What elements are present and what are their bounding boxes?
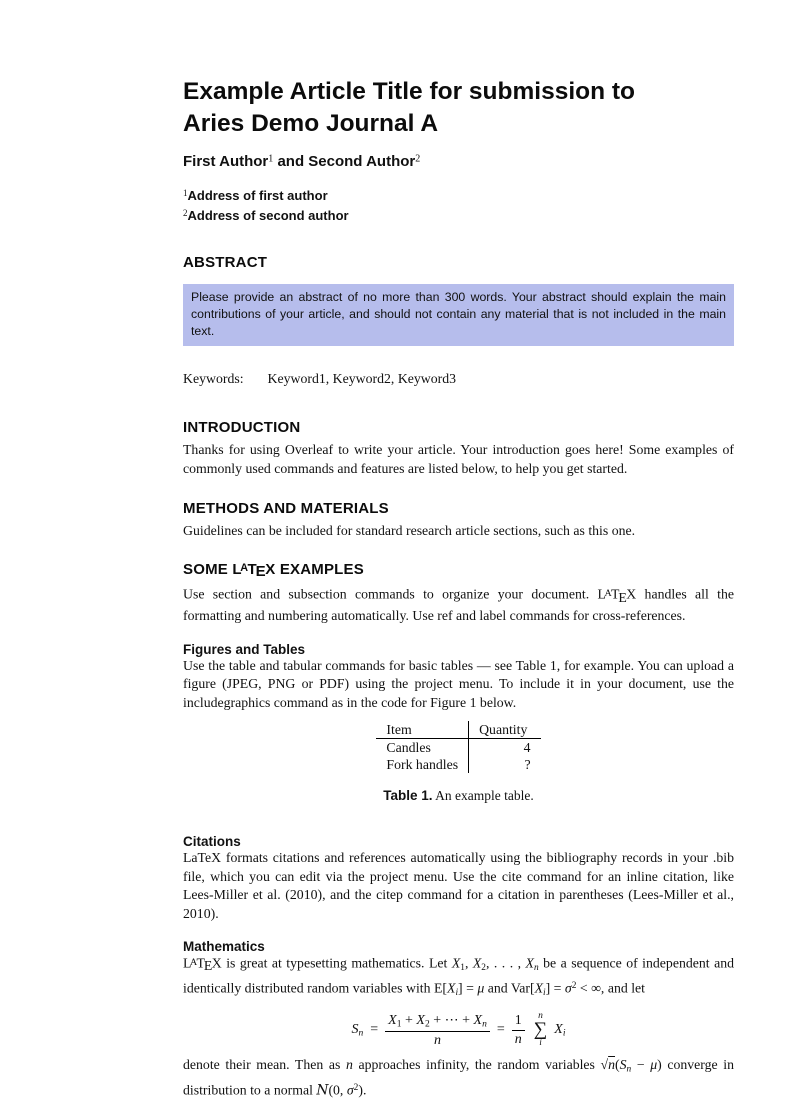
paragraph-figures-tables: Use the table and tabular commands for basic tables — see Table 1, for example. You can upload a figure (JPEG, PNG or PDF) using the project menu. To include it in your document, use the includegraphics command as in the code for Figure 1 below.: [183, 657, 734, 710]
summation: [534, 1012, 548, 1049]
subsection-heading-mathematics: Mathematics: [183, 939, 265, 955]
fraction-sum-over-n: [385, 1012, 490, 1048]
equals-sign: =: [496, 1022, 505, 1038]
table-caption-text: An example table.: [435, 788, 534, 804]
fraction-denominator: n: [434, 1032, 441, 1048]
table-cell-item: Candles: [386, 739, 431, 755]
fraction-denominator: n: [514, 1031, 522, 1047]
section-heading-introduction: INTRODUCTION: [183, 419, 301, 437]
fraction-numerator: 1: [512, 1013, 525, 1031]
author-name: Second Author: [308, 153, 416, 170]
section-heading-latex-examples: SOME LATEX EXAMPLES: [183, 560, 364, 581]
summation-upper-limit: n: [538, 1010, 543, 1021]
keywords-label: Keywords:: [183, 371, 244, 387]
paragraph-citations: LaTeX formats citations and references automatically using the bibliography records in your .bib file, which you can edit via the project menu. Use the cite command for an inline citation, like Lees-Miller et al. (2010), and the citep command for a citation in parentheses (Lees-Miller et al., 2010).: [183, 850, 734, 921]
section-heading-abstract: ABSTRACT: [183, 254, 268, 272]
table-caption: [183, 788, 734, 804]
address-line: [183, 205, 734, 225]
addresses-block: [183, 185, 734, 224]
table-cell-item: Fork handles: [386, 756, 459, 772]
table-caption-label: Table 1.: [383, 788, 433, 804]
paragraph-methods: Guidelines can be included for standard research article sections, such as this one.: [183, 523, 636, 539]
subsection-heading-citations: Citations: [183, 834, 241, 850]
equation: [183, 1012, 734, 1049]
keywords-line: [183, 371, 734, 387]
table-header-quantity: Quantity: [469, 721, 541, 739]
table-cell-quantity: ?: [469, 756, 541, 773]
table-header-row: [376, 721, 540, 739]
equals-sign: =: [370, 1022, 379, 1038]
article-title: [183, 76, 734, 140]
keywords-values: Keyword1, Keyword2, Keyword3: [267, 371, 457, 387]
section-heading-methods: METHODS AND MATERIALS: [183, 500, 389, 518]
author-affiliation-sup: 2: [415, 153, 421, 165]
sigma-symbol: ∑: [533, 1019, 548, 1041]
equation-lhs: Sn: [351, 1022, 364, 1039]
address-text: Address of first author: [187, 188, 328, 204]
paragraph-mathematics: LATEX is great at typesetting mathematics. Let X1, X2, . . . , Xn be a sequence of independent and identically distributed random variables with E[Xi] = μ and $Var[Xi] = \sigma^2$ < ∞, and let: [183, 955, 734, 999]
example-table: [376, 721, 540, 773]
address-line: [183, 185, 734, 205]
table-row: [376, 756, 540, 773]
equation-rhs: Xi: [554, 1022, 566, 1039]
table-row: [376, 739, 540, 757]
authors-separator: and: [273, 153, 309, 170]
fraction-one-over-n: [512, 1013, 525, 1048]
article-title-line2: Aries Demo Journal A: [183, 110, 439, 137]
summation-lower-limit: i: [539, 1038, 542, 1049]
subsection-heading-figures-tables: Figures and Tables: [183, 641, 306, 657]
table-cell-quantity: 4: [469, 739, 541, 757]
author-affiliation-sup: 1: [268, 153, 274, 165]
abstract-box: [183, 284, 734, 346]
paragraph-introduction: Thanks for using Overleaf to write your article. Your introduction goes here! Some examples of commonly used commands and features are listed below, to help you get started.: [183, 442, 734, 476]
table-container: [183, 721, 734, 773]
authors-line: [183, 153, 734, 170]
paragraph-latex-examples: Use section and subsection commands to organize your document. LATEX handles all the formatting and numbering automatically. Use ref and label commands for cross-references.: [183, 586, 734, 624]
address-text: Address of second author: [187, 207, 349, 223]
author-name: First Author: [183, 153, 269, 170]
fraction-numerator: X1 + X2 + ⋯ + Xn: [385, 1012, 490, 1031]
article-page: [183, 76, 734, 1100]
address-sup: 2: [183, 207, 188, 218]
article-title-line1: Example Article Title for submission to: [183, 78, 635, 105]
table-header-item: Item: [376, 721, 468, 739]
address-sup: 1: [183, 188, 188, 198]
abstract-text: Please provide an abstract of no more than 300 words. Your abstract should explain the main contributions of your article, and should not contain any material that is not included in the main text.: [191, 290, 726, 339]
paragraph-conclusion: denote their mean. Then as n approaches infinity, the random variables √n(Sn − μ) converge in distribution to a normal N(0, $\sigma^2$).: [183, 1056, 734, 1099]
